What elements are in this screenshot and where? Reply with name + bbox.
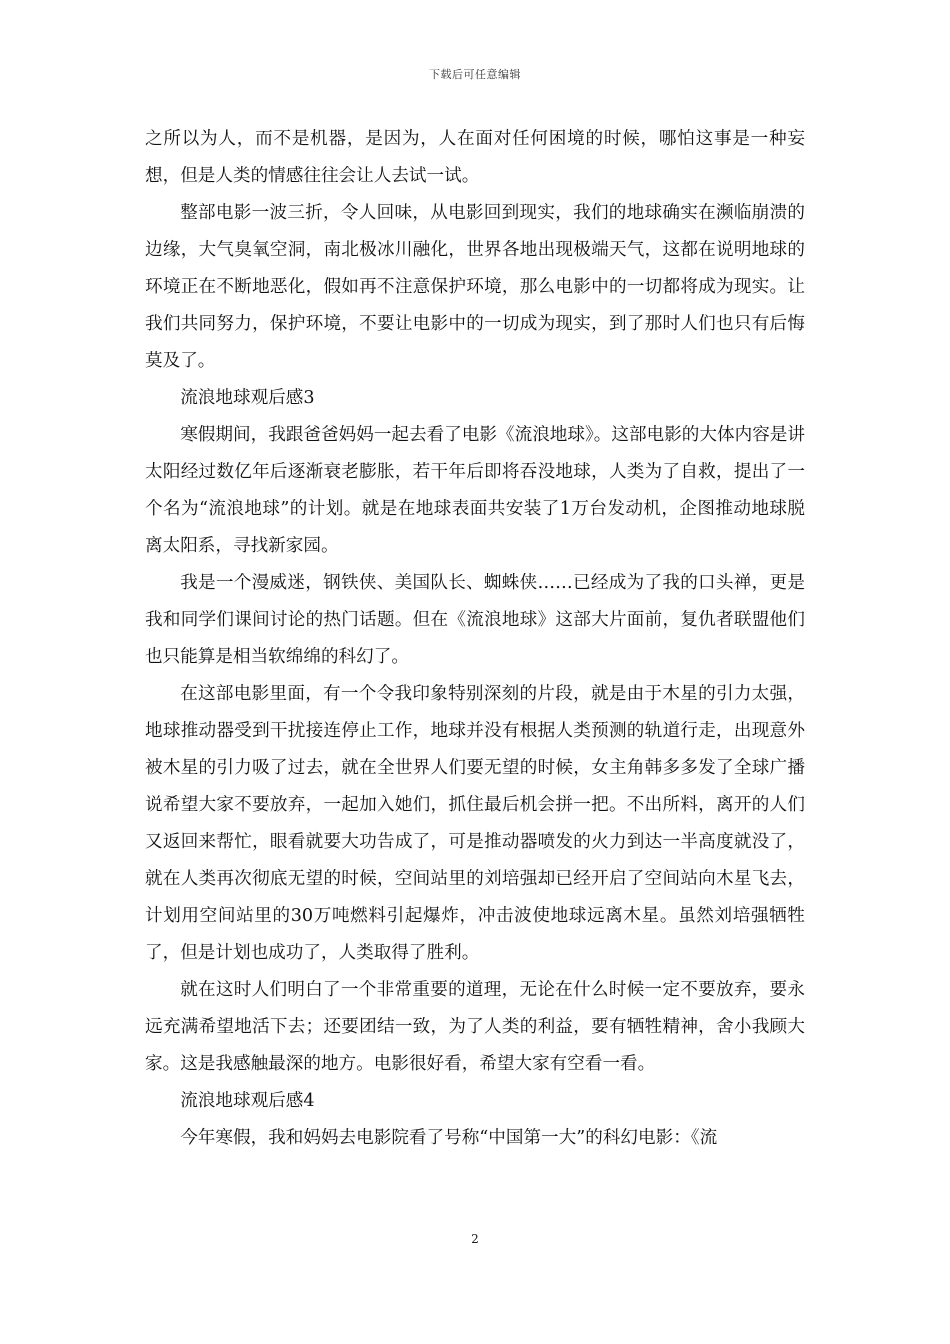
paragraph-continuation: 之所以为人，而不是机器，是因为，人在面对任何困境的时候，哪怕这事是一种妄想，但是人类的情感往往会让人去试一试。 xyxy=(145,129,805,186)
paragraph-lesson: 就在这时人们明白了一个非常重要的道理，无论在什么时候一定不要放弃，要永远充满希望地活下去；还要团结一致，为了人类的利益，要有牺牲精神，舍小我顾大家。这是我感触最深的地方。电影很好看，希望大家有空看一看。 xyxy=(145,980,805,1074)
paragraph-winter-break: 寒假期间，我跟爸爸妈妈一起去看了电影《流浪地球》。这部电影的大体内容是讲太阳经过数亿年后逐渐衰老膨胀，若干年后即将吞没地球，人类为了自救，提出了一个名为“流浪地球”的计划。就是在地球表面共安装了1万台发动机，企图推动地球脱离太阳系，寻找新家园。 xyxy=(145,425,805,556)
document-body xyxy=(145,121,805,1157)
section-heading-3: 流浪地球观后感3 xyxy=(180,388,315,408)
paragraph-jupiter-scene: 在这部电影里面，有一个令我印象特别深刻的片段，就是由于木星的引力太强，地球推动器受到干扰接连停止工作，地球并没有根据人类预测的轨道行走，出现意外被木星的引力吸了过去，就在全世界人们要无望的时候，女主角韩多多发了全球广播说希望大家不要放弃，一起加入她们，抓住最后机会拼一把。不出所料，离开的人们又返回来帮忙，眼看就要大功告成了，可是推动器喷发的火力到达一半高度就没了，就在人类再次彻底无望的时候，空间站里的刘培强却已经开启了空间站向木星飞去，计划用空间站里的30万吨燃料引起爆炸，冲击波使地球远离木星。虽然刘培强牺牲了，但是计划也成功了，人类取得了胜利。 xyxy=(145,684,805,963)
page-header: 下载后可任意编辑 xyxy=(429,68,521,81)
paragraph-this-winter: 今年寒假，我和妈妈去电影院看了号称“中国第一大”的科幻电影：《流 xyxy=(180,1128,718,1148)
paragraph-reflection: 整部电影一波三折，令人回味，从电影回到现实，我们的地球确实在濒临崩溃的边缘，大气臭氧空洞，南北极冰川融化，世界各地出现极端天气，这都在说明地球的环境正在不断地恶化，假如再不注意保护环境，那么电影中的一切都将成为现实。让我们共同努力，保护环境，不要让电影中的一切成为现实，到了那时人们也只有后悔莫及了。 xyxy=(145,203,805,371)
section-heading-4: 流浪地球观后感4 xyxy=(180,1091,315,1111)
page-number: 2 xyxy=(471,1232,479,1246)
paragraph-marvel-fan: 我是一个漫威迷，钢铁侠、美国队长、蜘蛛侠……已经成为了我的口头禅，更是我和同学们课间讨论的热门话题。但在《流浪地球》这部大片面前，复仇者联盟他们也只能算是相当软绵绵的科幻了。 xyxy=(145,573,805,667)
